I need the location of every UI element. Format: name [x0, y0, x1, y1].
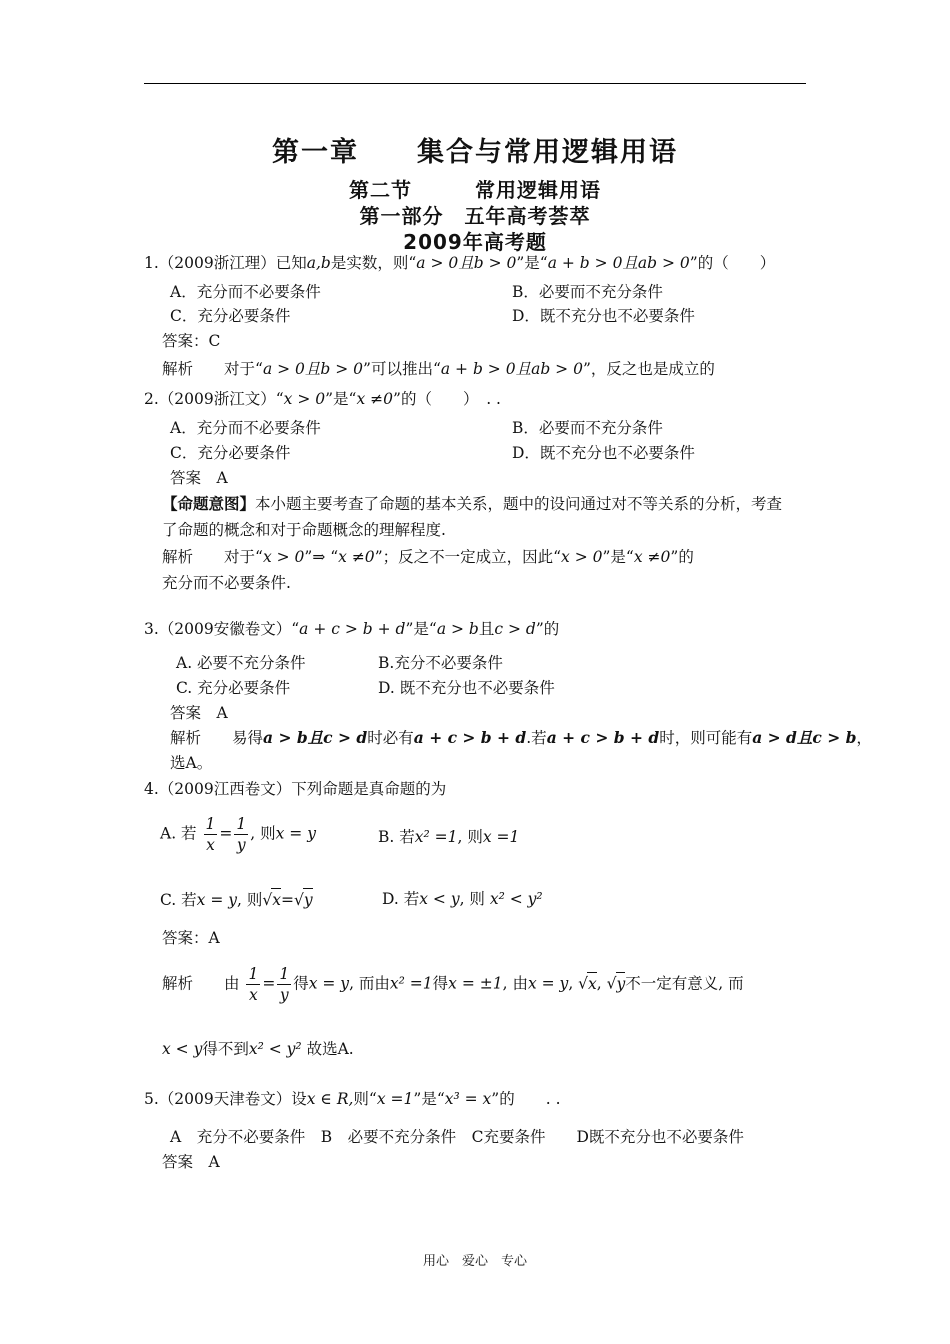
q4-stem: 4.（2009江西卷文）下列命题是真命题的为 — [144, 780, 447, 798]
q3-analysis-line2: 选A。 — [170, 754, 213, 772]
header-rule — [144, 83, 806, 84]
q3-answer: 答案 A — [170, 704, 228, 722]
q2-option-a: A．充分而不必要条件 — [170, 419, 321, 437]
q3-option-d: D. 既不充分也不必要条件 — [378, 679, 555, 697]
q4-option-d: D. 若x < y, 则 x² < y² — [382, 890, 543, 908]
year-title: 2009年高考题 — [403, 230, 547, 254]
q2-analysis-line1: 解析 对于“x > 0”⇒ “x ≠0”；反之不一定成立，因此“x > 0”是“x ≠0”的 — [162, 548, 694, 566]
q1-answer: 答案：C — [162, 332, 221, 350]
q5-answer: 答案 A — [162, 1153, 220, 1171]
q2-intent-line2: 了命题的概念和对于命题概念的理解程度. — [162, 521, 446, 539]
q4-answer: 答案：A — [162, 929, 220, 947]
page-footer: 用心 爱心 专心 — [422, 1254, 527, 1269]
q2-option-b: B．必要而不充分条件 — [512, 419, 663, 437]
q5-stem: 5.（2009天津卷文）设x ∈ R,则“x =1”是“x³ = x”的 . . — [144, 1090, 561, 1108]
q3-option-b: B.充分不必要条件 — [378, 654, 503, 672]
q2-stem: 2.（2009浙江文）“x > 0”是“x ≠0”的（ ） . . — [144, 390, 501, 408]
q3-option-a: A. 必要不充分条件 — [176, 654, 306, 672]
q1-option-d: D．既不充分也不必要条件 — [512, 307, 695, 325]
q4-option-c: C. 若x = y, 则√x=√y — [160, 888, 313, 911]
q1-stem: 1.（2009浙江理）已知a,b是实数，则“a > 0且b > 0”是“a + b > 0且ab > 0”的（ ） — [144, 254, 776, 272]
q4-analysis-line2: x < y得不到x² < y² 故选A. — [162, 1040, 354, 1058]
part-title: 第一部分 五年高考荟萃 — [359, 204, 591, 228]
q2-option-d: D．既不充分也不必要条件 — [512, 444, 695, 462]
q2-analysis-line2: 充分而不必要条件. — [162, 574, 291, 592]
q2-intent-label: 【命题意图】 — [162, 495, 256, 513]
q3-stem: 3.（2009安徽卷文）“a + c > b + d”是“a > b且c > d”的 — [144, 620, 560, 638]
q1-option-b: B．必要而不充分条件 — [512, 283, 663, 301]
q1-analysis: 解析 对于“a > 0且b > 0”可以推出“a + b > 0且ab > 0”，反之也是成立的 — [162, 360, 715, 378]
q4-option-a: A. 若 $\frac{1}{x}$ = $\frac{1}{y}$ , 则x = y — [160, 815, 316, 854]
q2-intent-line1: 【命题意图】本小题主要考查了命题的基本关系，题中的设问通过对不等关系的分析，考查 — [162, 495, 783, 513]
q3-option-c: C. 充分必要条件 — [176, 679, 291, 697]
chapter-title: 第一章 集合与常用逻辑用语 — [272, 137, 678, 168]
q4-analysis-line1: 解析 由 $\frac{1}{x}$ = $\frac{1}{y}$ 得x = y, 而由x² =1得x = ±1, 由x = y, √x, √y不一定有意义, 而 — [162, 965, 744, 1004]
q2-option-c: C．充分必要条件 — [170, 444, 291, 462]
section-title: 第二节 常用逻辑用语 — [349, 178, 601, 202]
q5-options: A 充分不必要条件 B 必要不充分条件 C充要条件 D既不充分也不必要条件 — [170, 1128, 744, 1146]
q3-analysis-line1: 解析 易得a > b且c > d时必有a + c > b + d.若a + c > b + d时，则可能有a > d且c > b， — [170, 728, 872, 747]
q2-answer: 答案 A — [170, 469, 228, 487]
q1-option-a: A．充分而不必要条件 — [170, 283, 321, 301]
q4-option-b: B. 若x² =1, 则x =1 — [378, 828, 520, 846]
q1-option-c: C．充分必要条件 — [170, 307, 291, 325]
